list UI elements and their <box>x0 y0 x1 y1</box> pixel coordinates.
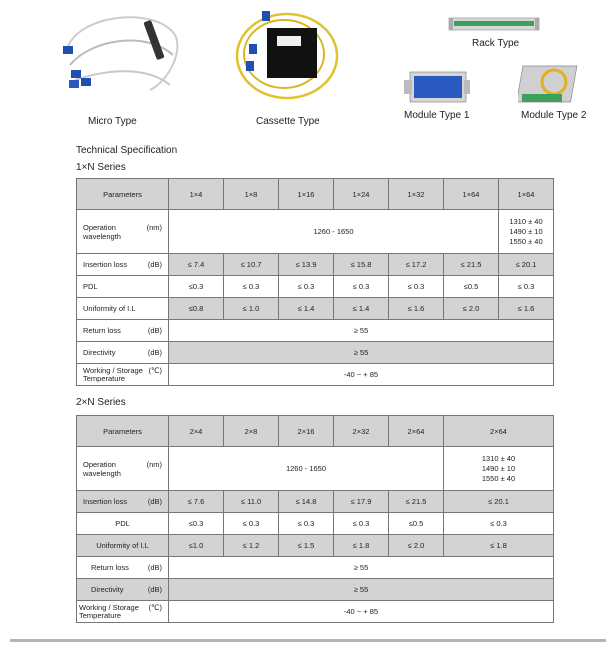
series-1-title: 1×N Series <box>76 162 126 173</box>
series-1-table <box>76 178 554 386</box>
series-2-title: 2×N Series <box>76 397 126 408</box>
table-row <box>77 276 554 298</box>
table-cell: ≤ 1.6 <box>389 298 444 320</box>
table-row <box>77 298 554 320</box>
table-cell: ≤ 0.3 <box>334 513 389 535</box>
col-header: 1×24 <box>334 179 389 210</box>
directivity-value: ≥ 55 <box>169 579 554 601</box>
col-header: 2×8 <box>224 416 279 447</box>
table-cell: ≤ 1.5 <box>279 535 334 557</box>
table-cell: ≤ 1.2 <box>224 535 279 557</box>
table-cell: ≤ 1.8 <box>334 535 389 557</box>
table-row <box>77 557 554 579</box>
module-type-1-image <box>404 68 470 108</box>
op-wavelength-special: 1310 ± 40 1490 ± 10 1550 ± 40 <box>444 447 554 491</box>
temperature-label: (℃) Working / Storage Temperature <box>77 364 169 386</box>
temperature-value: -40 ~ + 85 <box>169 364 554 386</box>
product-caption-cassette: Cassette Type <box>256 116 320 127</box>
col-header: 2×4 <box>169 416 224 447</box>
table-cell: ≤ 0.3 <box>279 513 334 535</box>
return-loss-label: (dB) Return loss <box>77 320 169 342</box>
table-cell: ≤ 21.5 <box>389 491 444 513</box>
col-header: 1×16 <box>279 179 334 210</box>
table-cell: ≤ 1.6 <box>499 298 554 320</box>
series-2-table <box>76 415 554 623</box>
directivity-label: (dB) Directivity <box>77 579 169 601</box>
col-header: 1×64 <box>499 179 554 210</box>
col-header: 2×32 <box>334 416 389 447</box>
directivity-value: ≥ 55 <box>169 342 554 364</box>
table-row <box>77 491 554 513</box>
table-cell: ≤ 1.4 <box>334 298 389 320</box>
pdl-label: PDL <box>77 276 169 298</box>
op-wavelength-label: (nm) Operation wavelength <box>77 210 169 254</box>
page-heading: Technical Specification <box>76 145 178 156</box>
col-header: 2×16 <box>279 416 334 447</box>
footer-divider <box>10 639 606 642</box>
table-cell: ≤ 14.8 <box>279 491 334 513</box>
temperature-value: -40 ~ + 85 <box>169 601 554 623</box>
col-header: 1×8 <box>224 179 279 210</box>
col-header: 2×64 <box>444 416 554 447</box>
product-caption-micro: Micro Type <box>88 116 137 127</box>
col-header: 2×64 <box>389 416 444 447</box>
table-cell: ≤ 20.1 <box>499 254 554 276</box>
table-cell: ≤0.3 <box>169 513 224 535</box>
table-row <box>77 447 554 491</box>
table-row <box>77 416 554 447</box>
param-header: Parameters <box>77 179 169 210</box>
insertion-loss-label: (dB) Insertion loss <box>77 491 169 513</box>
table-cell: ≤ 7.6 <box>169 491 224 513</box>
uniformity-label: Uniformity of I.L <box>77 535 169 557</box>
table-cell: ≤ 0.3 <box>444 513 554 535</box>
table-cell: ≤ 17.2 <box>389 254 444 276</box>
table-cell: ≤ 2.0 <box>389 535 444 557</box>
table-cell: ≤ 0.3 <box>224 513 279 535</box>
rack-type-image <box>448 14 540 34</box>
table-cell: ≤0.8 <box>169 298 224 320</box>
col-header: 1×64 <box>444 179 499 210</box>
col-header: 1×4 <box>169 179 224 210</box>
uniformity-label: Uniformity of I.L <box>77 298 169 320</box>
return-loss-label: (dB) Return loss <box>77 557 169 579</box>
table-row <box>77 535 554 557</box>
col-header: 1×32 <box>389 179 444 210</box>
table-cell: ≤ 13.9 <box>279 254 334 276</box>
return-loss-value: ≥ 55 <box>169 557 554 579</box>
pdl-label: PDL <box>77 513 169 535</box>
table-cell: ≤ 21.5 <box>444 254 499 276</box>
table-cell: ≤0.5 <box>444 276 499 298</box>
table-cell: ≤ 0.3 <box>334 276 389 298</box>
temperature-label: (℃) Working / Storage Temperature <box>77 601 169 623</box>
product-caption-module-2: Module Type 2 <box>521 110 587 121</box>
micro-type-image <box>55 10 185 105</box>
table-cell: ≤ 0.3 <box>389 276 444 298</box>
table-cell: ≤ 7.4 <box>169 254 224 276</box>
table-cell: ≤ 15.8 <box>334 254 389 276</box>
insertion-loss-label: (dB) Insertion loss <box>77 254 169 276</box>
table-cell: ≤ 0.3 <box>279 276 334 298</box>
param-header: Parameters <box>77 416 169 447</box>
table-row <box>77 601 554 623</box>
table-cell: ≤ 10.7 <box>224 254 279 276</box>
op-wavelength-special: 1310 ± 40 1490 ± 10 1550 ± 40 <box>499 210 554 254</box>
op-wavelength-value: 1260 - 1650 <box>169 447 444 491</box>
table-row <box>77 254 554 276</box>
table-cell: ≤ 1.4 <box>279 298 334 320</box>
table-row <box>77 364 554 386</box>
table-cell: ≤ 1.8 <box>444 535 554 557</box>
product-caption-rack: Rack Type <box>472 38 520 49</box>
table-row <box>77 210 554 254</box>
return-loss-value: ≥ 55 <box>169 320 554 342</box>
table-cell: ≤ 0.3 <box>224 276 279 298</box>
table-row <box>77 342 554 364</box>
cassette-type-image <box>232 6 342 106</box>
table-row <box>77 513 554 535</box>
table-cell: ≤ 17.9 <box>334 491 389 513</box>
table-cell: ≤ 11.0 <box>224 491 279 513</box>
table-cell: ≤ 1.0 <box>224 298 279 320</box>
table-row <box>77 179 554 210</box>
table-row <box>77 320 554 342</box>
table-cell: ≤1.0 <box>169 535 224 557</box>
product-caption-module-1: Module Type 1 <box>404 110 470 121</box>
table-cell: ≤ 2.0 <box>444 298 499 320</box>
module-type-2-image <box>518 60 582 108</box>
op-wavelength-value: 1260 - 1650 <box>169 210 499 254</box>
table-cell: ≤0.3 <box>169 276 224 298</box>
table-cell: ≤0.5 <box>389 513 444 535</box>
table-cell: ≤ 20.1 <box>444 491 554 513</box>
directivity-label: (dB) Directivity <box>77 342 169 364</box>
table-cell: ≤ 0.3 <box>499 276 554 298</box>
table-row <box>77 579 554 601</box>
op-wavelength-label: (nm) Operation wavelength <box>77 447 169 491</box>
